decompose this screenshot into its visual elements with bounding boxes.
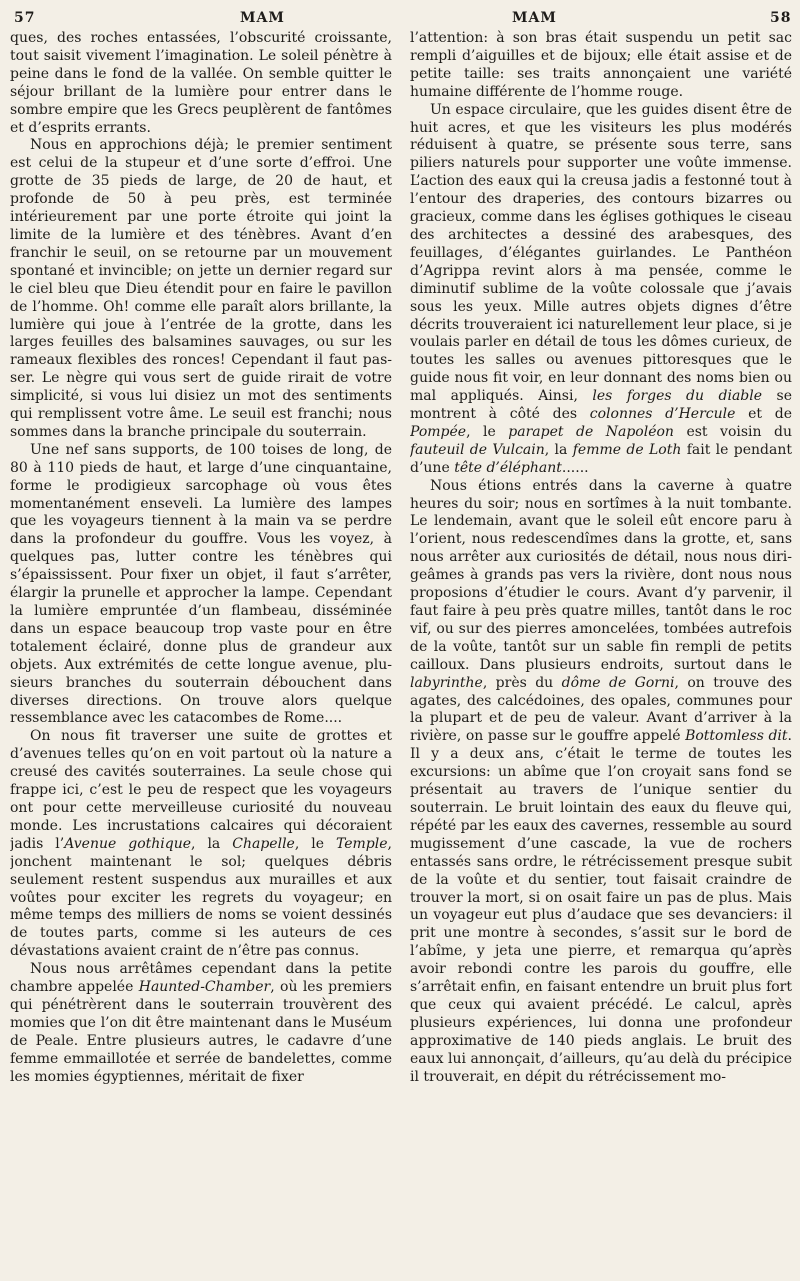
paragraph: Nous étions entrés dans la caverne à quatre heures du soir; nous en sortîmes à la nuit tombante. Le lendemain, avant que le soleil eût encore paru à l’orient, nous redescendîmes dans la grotte, et, sans nous arrêter aux curiosités de détail, nous nous dirigeâmes à grands pas vers la rivière, dont nous nous proposions d’étudier le cours. Avant d’y parvenir, il faut faire à peu près quatre milles, tantôt dans le roc vif, ou sur des pierres amoncelées, tombées autrefois de la voûte, tantôt sur un sable fin rempli de petits cailloux. Dans plusieurs endroits, surtout dans le labyrinthe, près du dôme de Gorni, on trouve des agates, des calcédoines, des opales, communes pour la plupart et de peu de valeur. Avant d’arriver à la rivière, on passe sur le gouffre appelé Bottomless dit. Il y a deux ans, c’était le terme de toutes les excursions: un abîme que l’on croyait sans fond se présentait au travers de l’unique sentier du souterrain. Le bruit lointain des eaux du fleuve qui, répété par les eaux des cavernes, ressemble au sourd mugissement d’une cascade, la vue de rochers entassés sans ordre, le rétrécissement presque subit de la voûte et du sentier, tout faisait craindre de trouver la mort, si on osait faire un pas de plus. Mais un voyageur eut plus d’audace que ses devanciers: il prit une montre à secondes, s’assit sur le bord de l’abîme, y jeta une pierre, et remarqua qu’après avoir rebondi contre les parois du gouffre, elle s’arrêtait enfin, en faisant entendre un bruit plus fort que ceux qui avaient précédé. Le calcul, après plusieurs expériences, lui donna une profondeur approximative de 140 pieds anglais. Le bruit des eaux lui annonçait, d’ailleurs, qu’au delà du précipice il trouverait, en dépit du rétrécissement mo-	[410, 477, 792, 1085]
left-text-column	[10, 30, 392, 1278]
right-running-title: MAM	[512, 10, 557, 26]
paragraph: l’attention: à son bras était suspendu un petit sac rempli d’aiguilles et de bijoux; elle était assise et de petite taille: ses traits annonçaient une variété humaine différente de l’homme rouge.	[410, 30, 792, 100]
paragraph: Une nef sans supports, de 100 toises de long, de 80 à 110 pieds de haut, et large d’une cinquantaine, forme le prodigieux sarcophage où vous êtes momentanément enseveli. La lumière des lampes que les voyageurs tiennent à la main va se perdre dans la profondeur du gouffre. Vous les voyez, à quelques pas, lutter contre les ténèbres qui s’épaississent. Pour fixer un objet, il faut s’arrêter, élargir la prunelle et approcher la lampe. Cependant la lumière empruntée d’un flambeau, disséminée dans un espace beaucoup trop vaste pour en être totalement éclairé, donne plus de grandeur aux objets. Aux extrémités de cette longue avenue, plusieurs branches du souterrain débouchent dans diverses directions. On trouve alors quelque ressemblance avec les catacombes de Rome....	[10, 441, 392, 727]
paragraph: Nous en approchions déjà; le premier sentiment est celui de la stupeur et d’une sorte d’effroi. Une grotte de 35 pieds de large, de 20 de haut, et profonde de 50 à peu près, est terminée intérieurement par une porte étroite qui joint la limite de la lumière et des ténèbres. Avant d’en franchir le seuil, on se retourne par un mouvement spontané et invincible; on jette un dernier regard sur le ciel bleu que Dieu étendit pour en faire le pavillon de l’homme. Oh! comme elle paraît alors brillante, la lumière qui joue à l’entrée de la grotte, dans les larges feuilles des balsamines sauvages, ou sur les rameaux flexibles des ronces! Cependant il faut passer. Le nègre qui vous sert de guide rirait de votre simplicité, si vous lui disiez un mot des sentiments qui remplissent votre âme. Le seuil est franchi; nous sommes dans la branche principale du souterrain.	[10, 137, 392, 440]
paragraph: Nous nous arrêtâmes cependant dans la petite chambre appelée Haunted-Chamber, où les premiers qui pénétrèrent dans le souterrain trouvèrent des momies que l’on dit être maintenant dans le Muséum de Peale. Entre plusieurs autres, le cadavre d’une femme emmaillotée et serrée de bandelettes, comme les momies égyptiennes, méritait de fixer	[10, 961, 392, 1085]
left-page-number: 57	[14, 10, 36, 26]
paragraph: On nous fit traverser une suite de grottes et d’avenues telles qu’on en voit partout où la nature a creusé des cavités souterraines. La seule chose qui frappe ici, c’est le peu de respect que les voyageurs ont pour cette merveilleuse curiosité du nouveau monde. Les incrustations calcaires qui décoraient jadis l’Avenue gothique, la Chapelle, le Temple, jonchent maintenant le sol; quelques débris seulement restent suspendus aux murailles et aux voûtes pour exciter les regrets du voyageur; en même temps des milliers de noms se voient dessinés de toutes parts, comme si les auteurs de ces dévastations avaient craint de n’être pas connus.	[10, 728, 392, 960]
paragraph: Un espace circulaire, que les guides disent être de huit acres, et que les visiteurs les plus modérés réduisent à quatre, se présente sous terre, sans piliers naturels pour supporter une voûte immense. L’action des eaux qui la creusa jadis a festonné tout à l’entour des draperies, des contours bizarres ou gracieux, comme dans les églises gothiques le ciseau des architectes a dessiné des arabesques, des feuillages, d’élégantes guirlandes. Le Panthéon d’Agrippa revint alors à ma pensée, comme le diminutif sublime de la voûte colossale que j’avais sous les yeux. Mille autres objets dignes d’être décrits trouveraient ici naturellement leur place, si je voulais parler en détail de tous les dômes curieux, de toutes les salles ou avenues pittoresques que le guide nous fit voir, en leur donnant des noms bien ou mal appliqués. Ainsi, les forges du diable se montrent à côté des colonnes d’Hercule et de Pompée, le parapet de Napoléon est voisin du fauteuil de Vulcain, la femme de Loth fait le pendant d’une tête d’éléphant......	[410, 101, 792, 476]
right-text-column	[410, 30, 792, 1278]
right-page-number: 58	[770, 10, 792, 26]
page-header	[0, 4, 800, 30]
paragraph: ques, des roches entassées, l’obscurité croissante, tout saisit vivement l’imagination. Le soleil pénètre à peine dans le fond de la vallée. On semble quitter le séjour brillant de la lumière pour entrer dans le sombre empire que les Grecs peuplèrent de fantômes et d’esprits errants.	[10, 30, 392, 136]
left-running-title: MAM	[240, 10, 285, 26]
